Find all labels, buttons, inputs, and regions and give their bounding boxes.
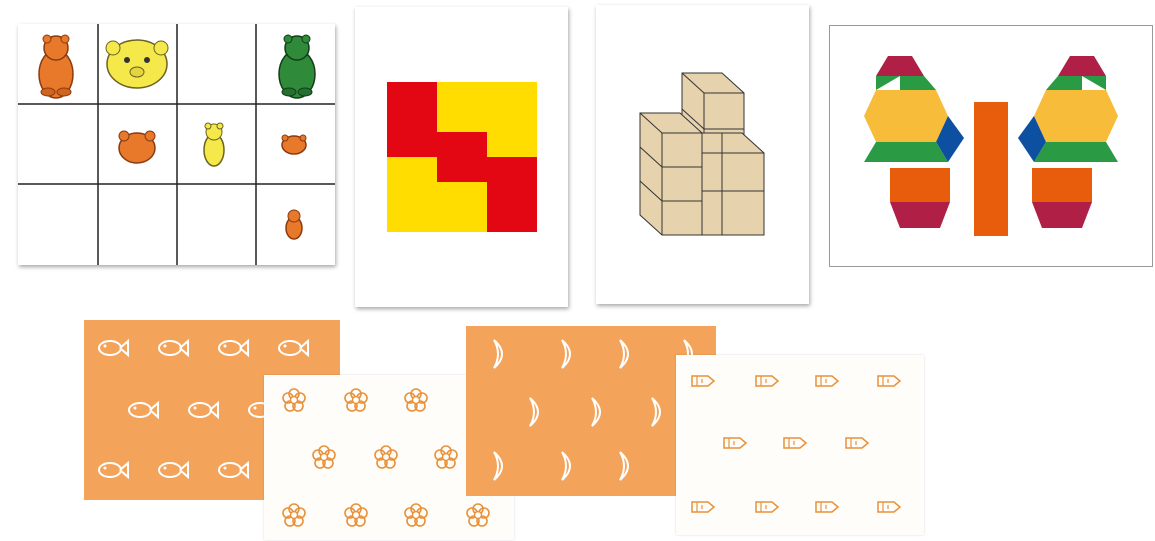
- orange-bear-icon: [119, 131, 155, 163]
- yellow-bear-icon: [106, 40, 168, 88]
- cube-stack-card: [596, 5, 809, 304]
- cube-stack: [596, 5, 809, 304]
- moon-icon: [494, 340, 692, 480]
- square-pattern: [355, 7, 568, 307]
- house-paper: [676, 355, 924, 535]
- house-icon: [692, 376, 900, 512]
- butterfly-pattern-card: [830, 26, 1152, 266]
- cubes: [640, 73, 764, 235]
- bear-grid-card: [18, 24, 335, 265]
- red-yellow-square-card: [355, 7, 568, 307]
- house-pattern: [676, 355, 924, 535]
- flower-icon: [283, 389, 489, 526]
- left-wing: [864, 56, 964, 228]
- yellow-bear-icon: [204, 123, 224, 166]
- orange-bear-icon: [286, 210, 302, 239]
- butterfly: [830, 26, 1152, 266]
- butterfly-body: [974, 102, 1008, 236]
- orange-bear-icon: [282, 135, 306, 154]
- right-wing: [1018, 56, 1118, 228]
- orange-bear-icon: [39, 35, 73, 98]
- bear-grid: [18, 24, 335, 265]
